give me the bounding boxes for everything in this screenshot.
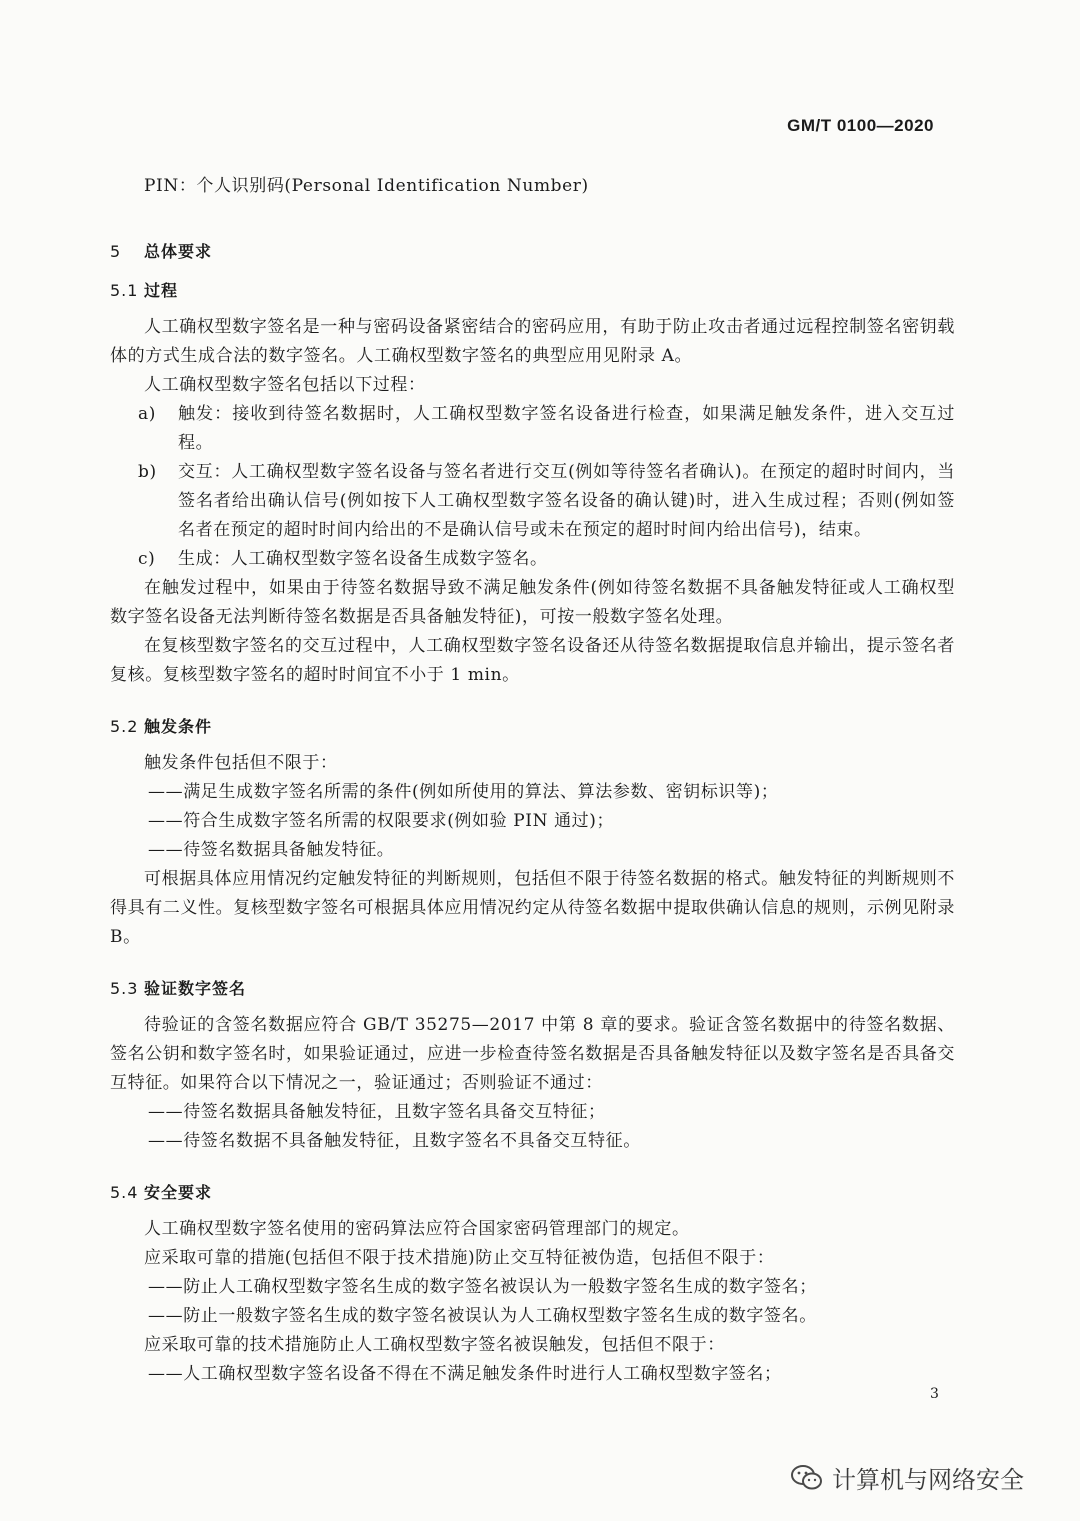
section-title: 触发条件	[144, 717, 213, 736]
paragraph: 在复核型数字签名的交互过程中，人工确权型数字签名设备还从待签名数据提取信息并输出，提示签名者复核。复核型数字签名的超时时间宜不小于 1 min。	[110, 636, 955, 685]
section-title: 安全要求	[144, 1183, 213, 1202]
dash-item: ——待签名数据具备触发特征。	[148, 840, 395, 860]
list-item	[110, 545, 955, 574]
dash-item: ——防止人工确权型数字签名生成的数字签名被误认为一般数字签名生成的数字签名；	[148, 1277, 817, 1297]
dash-item: ——待签名数据具备触发特征，且数字签名具备交互特征；	[148, 1102, 606, 1122]
paragraph: 应采取可靠的措施(包括但不限于技术措施)防止交互特征被伪造，包括但不限于：	[144, 1248, 775, 1268]
paragraph: 应采取可靠的技术措施防止人工确权型数字签名被误触发，包括但不限于：	[144, 1335, 725, 1355]
section-5-4-heading	[110, 1180, 955, 1203]
section-number: 5.2	[110, 717, 139, 736]
page-number: 3	[930, 1386, 939, 1402]
section-number: 5	[110, 242, 122, 261]
section-number: 5.4	[110, 1183, 139, 1202]
section-number: 5.1	[110, 281, 139, 300]
section-number: 5.3	[110, 979, 139, 998]
paragraph: 在触发过程中，如果由于待签名数据导致不满足触发条件(例如待签名数据不具备触发特征或人工确权型数字签名设备无法判断待签名数据是否具备触发特征)，可按一般数字签名处理。	[110, 578, 955, 627]
paragraph: 人工确权型数字签名使用的密码算法应符合国家密码管理部门的规定。	[144, 1219, 690, 1239]
list-marker: c)	[138, 549, 156, 569]
list-text: 触发：接收到待签名数据时，人工确权型数字签名设备进行检查，如果满足触发条件，进入交互过程。	[178, 404, 955, 453]
dash-item: ——人工确权型数字签名设备不得在不满足触发条件时进行人工确权型数字签名；	[148, 1364, 782, 1384]
section-5-2-heading	[110, 714, 955, 737]
section-5-3-heading	[110, 976, 955, 999]
wechat-icon	[790, 1464, 824, 1492]
list-marker: b)	[138, 462, 157, 482]
dash-item: ——防止一般数字签名生成的数字签名被误认为人工确权型数字签名生成的数字签名。	[148, 1306, 817, 1326]
paragraph: 触发条件包括但不限于：	[144, 753, 338, 773]
list-text: 交互：人工确权型数字签名设备与签名者进行交互(例如等待签名者确认)。在预定的超时时间内，当签名者给出确认信号(例如按下人工确权型数字签名设备的确认键)时，进入生成过程；否则(例如签名者在预定的超时时间内给出的不是确认信号或未在预定的超时时间内给出信号)，结束。	[178, 462, 955, 540]
page-content	[110, 172, 955, 1389]
paragraph: 可根据具体应用情况约定触发特征的判断规则，包括但不限于待签名数据的格式。触发特征的判断规则不得具有二义性。复核型数字签名可根据具体应用情况约定从待签名数据中提取供确认信息的规则，示例见附录 B。	[110, 869, 955, 947]
watermark-text: 计算机与网络安全	[832, 1466, 1024, 1494]
dash-item: ——待签名数据不具备触发特征，且数字签名不具备交互特征。	[148, 1131, 641, 1151]
paragraph: 待验证的含签名数据应符合 GB/T 35275—2017 中第 8 章的要求。验证含签名数据中的待签名数据、签名公钥和数字签名时，如果验证通过，应进一步检查待签名数据是否具备触发特征以及数字签名是否具备交互特征。如果符合以下情况之一，验证通过；否则验证不通过：	[110, 1015, 955, 1093]
dash-item: ——满足生成数字签名所需的条件(例如所使用的算法、算法参数、密钥标识等)；	[148, 782, 779, 802]
standard-code: GM/T 0100—2020	[787, 116, 934, 135]
section-title: 验证数字签名	[144, 979, 247, 998]
paragraph: 人工确权型数字签名包括以下过程：	[144, 375, 426, 395]
list-marker: a)	[138, 404, 156, 424]
list-item	[110, 458, 955, 545]
section-title: 总体要求	[144, 242, 213, 261]
list-item	[110, 400, 955, 458]
section-5-heading	[110, 239, 955, 262]
section-5-1-heading	[110, 278, 955, 301]
section-title: 过程	[144, 281, 179, 300]
list-text: 生成：人工确权型数字签名设备生成数字签名。	[178, 549, 548, 569]
dash-item: ——符合生成数字签名所需的权限要求(例如验 PIN 通过)；	[148, 811, 615, 831]
abbreviation-pin: PIN：个人识别码(Personal Identification Number)	[144, 176, 589, 196]
watermark	[790, 1460, 1024, 1495]
paragraph: 人工确权型数字签名是一种与密码设备紧密结合的密码应用，有助于防止攻击者通过远程控制签名密钥载体的方式生成合法的数字签名。人工确权型数字签名的典型应用见附录 A。	[110, 317, 955, 366]
